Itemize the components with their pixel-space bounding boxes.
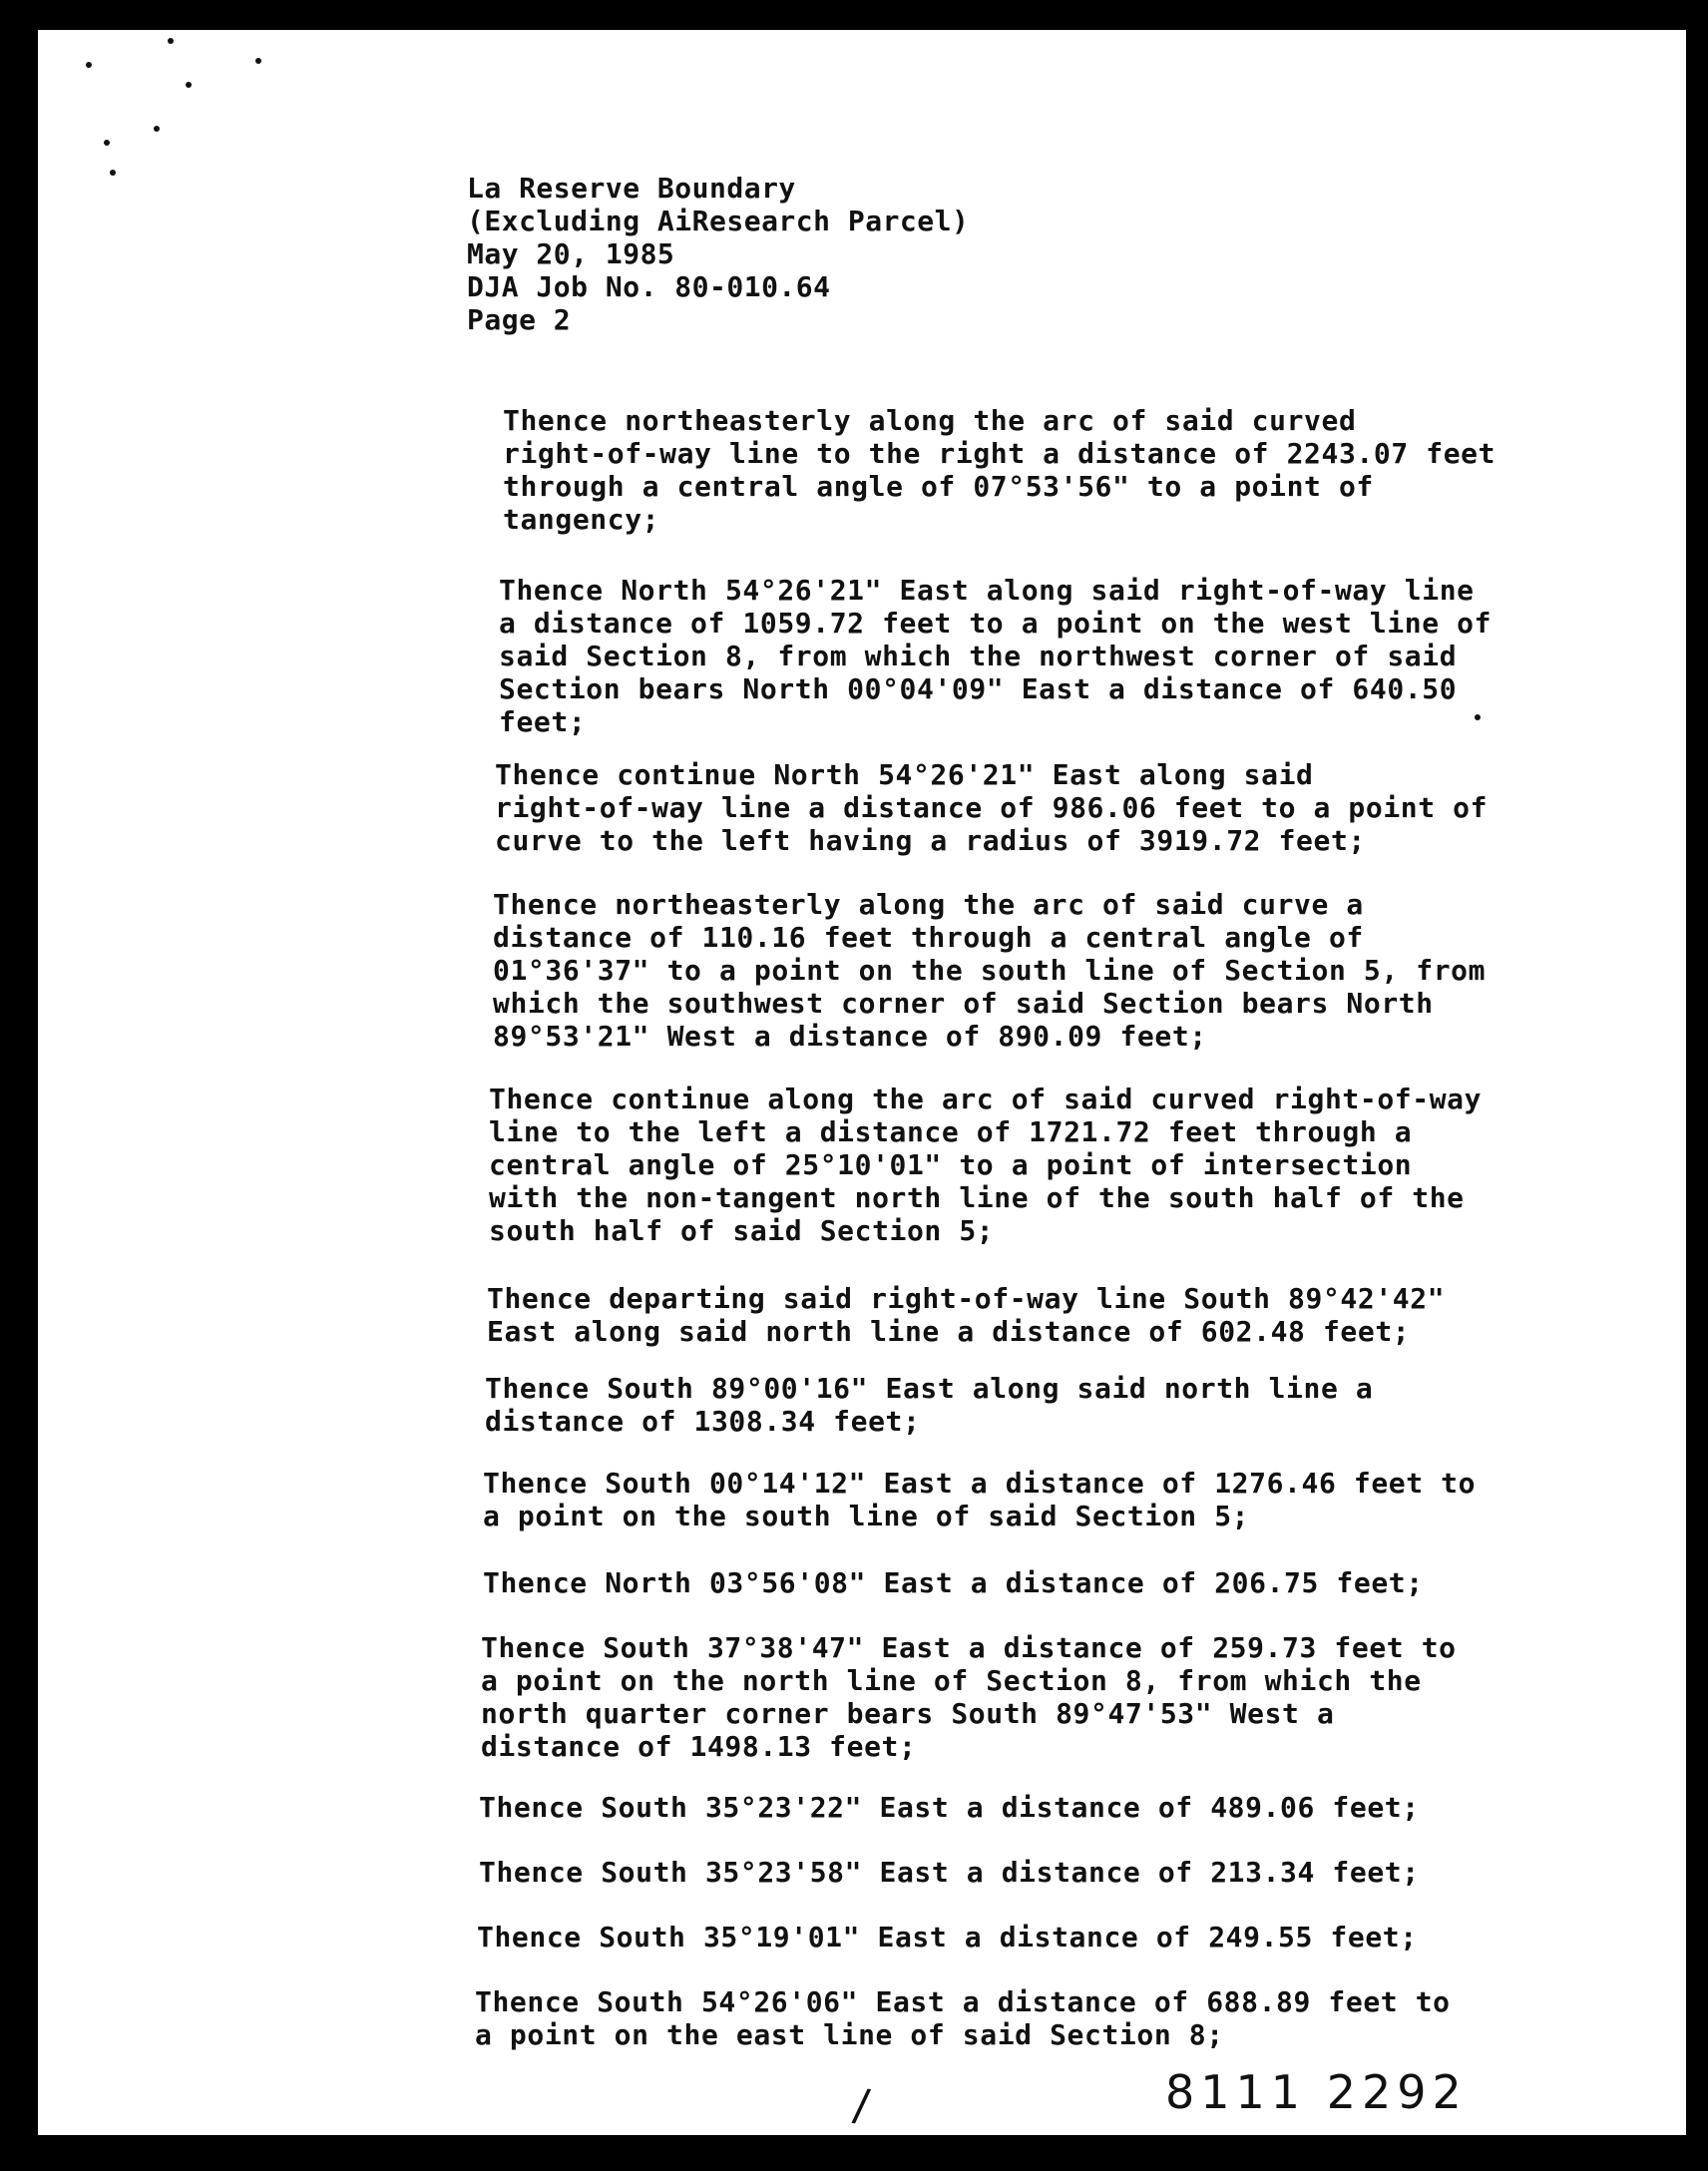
document-footer-number: 8111 2292 [1165,2065,1468,2119]
paragraph-line: Thence northeasterly along the arc of said curve a [493,888,1364,921]
paragraph-line: curve to the left having a radius of 3919.72 feet; [495,824,1366,857]
paragraph-line: through a central angle of 07°53'56" to a point of [503,470,1374,503]
scan-speck [168,38,174,44]
paragraph [485,1372,1612,1438]
paragraph [475,1985,1602,2051]
handwritten-slash: / [850,2079,873,2132]
paragraph-line: Thence South 37°38'47" East a distance of 259.73 feet to [481,1631,1457,1664]
paragraph-line: feet; [499,705,587,738]
paragraph-line: Thence South 35°23'58" East a distance of 213.34 feet; [479,1856,1420,1889]
paragraph-line: a distance of 1059.72 feet to a point on the west line of [499,607,1493,640]
paragraph [479,1791,1606,1824]
header-page-number: Page 2 [467,303,572,336]
paragraph-line: north quarter corner bears South 89°47'53" West a [481,1697,1335,1730]
paragraph-line: south half of said Section 5; [489,1214,995,1247]
paragraph-line: East along said north line a distance of 602.48 feet; [487,1315,1411,1348]
paragraph-line: right-of-way line a distance of 986.06 feet to a point of [495,791,1489,824]
scan-speck [154,126,160,132]
paragraph-line: right-of-way line to the right a distance of 2243.07 feet [503,437,1496,470]
paragraph-line: 89°53'21" West a distance of 890.09 feet; [493,1020,1207,1053]
paragraph-line: Thence South 89°00'16" East along said north line a [485,1372,1374,1405]
paragraph-line: Thence South 54°26'06" East a distance of 688.89 feet to [475,1985,1451,2018]
paragraph-line: a point on the south line of said Section 5; [483,1500,1250,1532]
paragraph-line: a point on the east line of said Section 8; [475,2018,1224,2051]
scan-speck [86,62,92,68]
scan-speck [255,58,261,64]
paragraph-line: Thence North 54°26'21" East along said right-of-way line [499,574,1475,607]
header-title: La Reserve Boundary [467,172,796,205]
paragraph [503,404,1630,536]
header-subtitle: (Excluding AiResearch Parcel) [467,205,970,237]
paragraph-line: Thence South 00°14'12" East a distance of 1276.46 feet to [483,1467,1477,1500]
paragraph [487,1282,1614,1348]
paragraph [489,1083,1616,1247]
paragraph-line: distance of 1498.13 feet; [481,1730,917,1763]
paragraph [481,1631,1608,1763]
scan-speck [186,82,192,88]
paragraph-line: central angle of 25°10'01" to a point of intersection [489,1148,1413,1181]
paragraph-line: distance of 110.16 feet through a central angle of [493,921,1364,954]
paragraph-line: distance of 1308.34 feet; [485,1405,921,1438]
paragraph-line: Thence departing said right-of-way line South 89°42'42" [487,1282,1446,1315]
paragraph [493,888,1620,1053]
paragraph-line: said Section 8, from which the northwest corner of said [499,640,1458,672]
paragraph-line: Thence North 03°56'08" East a distance of 206.75 feet; [483,1566,1424,1599]
paragraph [479,1856,1606,1889]
paragraph-line: Thence continue North 54°26'21" East along said [495,758,1314,791]
paragraph [483,1467,1610,1532]
paragraph-line: line to the left a distance of 1721.72 feet through a [489,1115,1413,1148]
paragraph-line: which the southwest corner of said Section bears North [493,987,1434,1020]
scan-speck [104,140,110,146]
paragraph-line: a point on the north line of Section 8, from which the [481,1664,1422,1697]
paragraph-line: Section bears North 00°04'09" East a distance of 640.50 [499,672,1458,705]
header-job-number: DJA Job No. 80-010.64 [467,270,831,303]
document-header [467,172,969,336]
header-date: May 20, 1985 [467,237,675,270]
paragraph-line: Thence South 35°19'01" East a distance of 249.55 feet; [477,1921,1418,1954]
paragraph-line: Thence continue along the arc of said curved right-of-way [489,1083,1483,1115]
paragraph [477,1921,1604,1954]
paragraph-line: Thence South 35°23'22" East a distance of 489.06 feet; [479,1791,1420,1824]
scan-speck [110,170,116,176]
paragraph [495,758,1622,857]
paragraph-line: tangency; [503,503,660,536]
paragraph [499,574,1626,738]
paragraph-line: Thence northeasterly along the arc of said curved [503,404,1357,437]
paragraph [483,1566,1610,1599]
document-page [38,30,1686,2135]
paragraph-line: 01°36'37" to a point on the south line of Section 5, from [493,954,1487,987]
paragraph-line: with the non-tangent north line of the south half of the [489,1181,1465,1214]
